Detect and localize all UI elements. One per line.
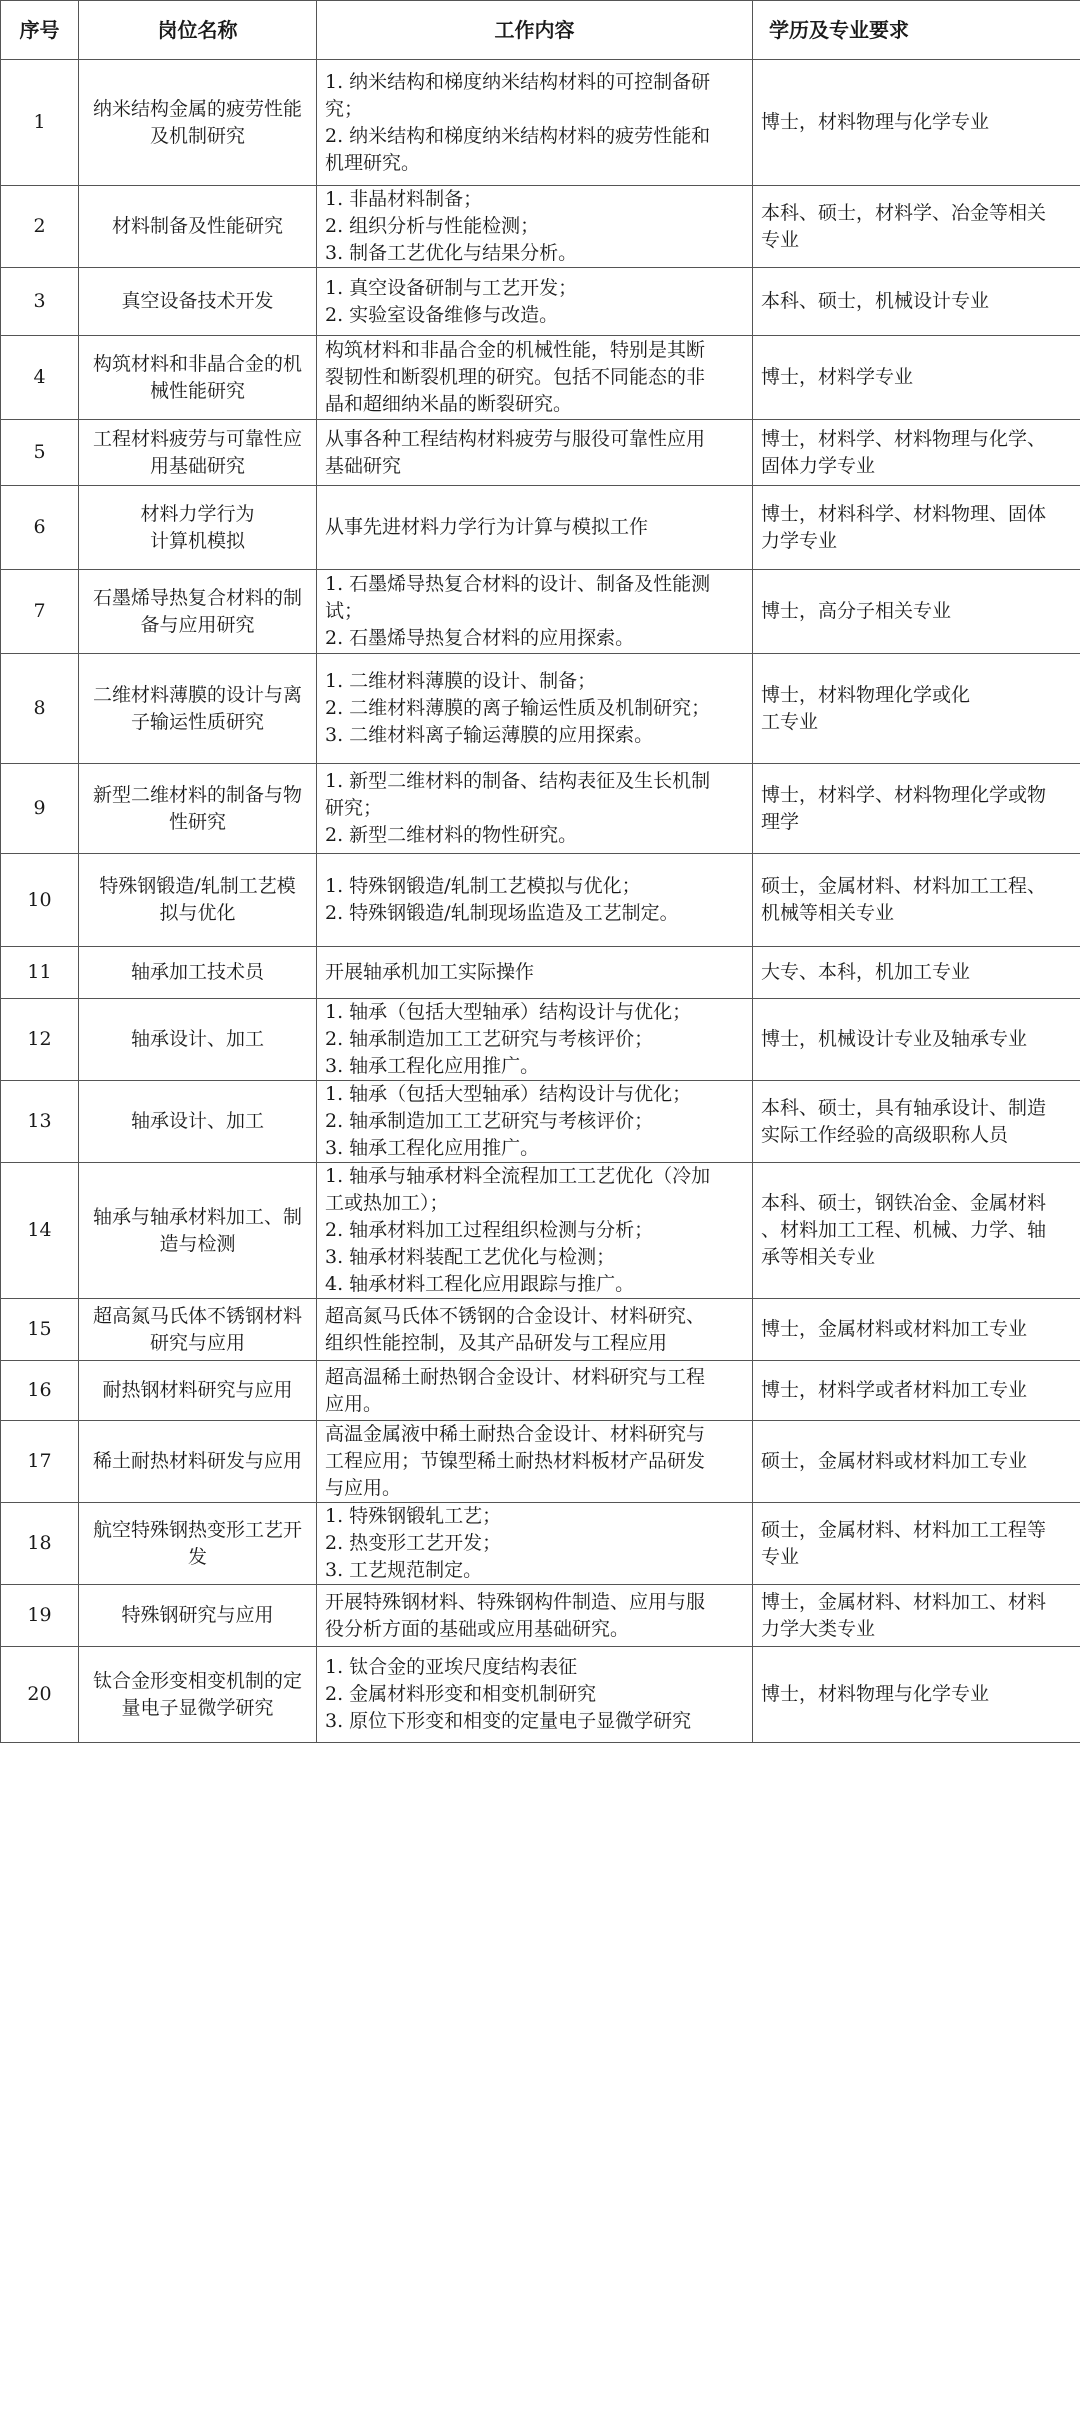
job-content-cell-line: 超高温稀土耐热钢合金设计、材料研究与工程 (325, 1365, 706, 1388)
position-name-cell (79, 1421, 317, 1503)
education-requirements-cell-line: 专业 (761, 228, 800, 251)
serial-number-cell (1, 1163, 79, 1299)
table-row (1, 1503, 1080, 1585)
serial-number-cell-line: 3 (33, 290, 46, 312)
job-content-cell-line: 裂韧性和断裂机理的研究。包括不同能态的非 (325, 366, 706, 388)
position-name-cell (79, 1163, 317, 1299)
position-name-cell-line: 二维材料薄膜的设计与离 (92, 683, 302, 706)
position-name-cell (79, 947, 317, 999)
position-name-cell (79, 336, 317, 420)
education-requirements-cell (753, 999, 1080, 1081)
table-row (1, 336, 1080, 420)
position-name-cell-line: 计算机模拟 (149, 529, 245, 552)
table-row (1, 1081, 1080, 1163)
serial-number-cell-line: 8 (33, 697, 46, 719)
table-row (1, 486, 1080, 570)
education-requirements-cell-line: 博士，材料学、材料物理化学或物 (761, 783, 1047, 806)
education-requirements-cell (753, 336, 1080, 420)
education-requirements-cell-line: 硕士，金属材料或材料加工专业 (761, 1450, 1028, 1472)
position-name-cell-line: 纳米结构金属的疲劳性能 (92, 97, 302, 120)
serial-number-cell-line: 13 (27, 1110, 52, 1132)
job-content-cell-line: 究； (325, 97, 364, 120)
job-content-cell-line: 组织性能控制，及其产品研发与工程应用 (325, 1331, 668, 1354)
education-requirements-cell-line: 本科、硕士，机械设计专业 (761, 290, 990, 312)
serial-number-cell-line: 5 (33, 441, 46, 463)
job-content-cell-line: 3. 轴承材料装配工艺优化与检测； (325, 1246, 616, 1268)
position-name-cell-line: 量电子显微学研究 (121, 1696, 274, 1719)
education-requirements-cell-line: 博士，金属材料或材料加工专业 (761, 1318, 1028, 1340)
table-row (1, 947, 1080, 999)
serial-number-cell (1, 1361, 79, 1421)
position-name-cell-line: 轴承与轴承材料加工、制 (92, 1205, 302, 1228)
job-content-cell-line: 3. 轴承工程化应用推广。 (325, 1055, 540, 1077)
job-content-cell-line: 1. 纳米结构和梯度纳米结构材料的可控制备研 (325, 70, 711, 93)
serial-number-cell-line: 4 (33, 366, 46, 388)
position-name-cell-line: 稀土耐热材料研发与应用 (92, 1450, 302, 1472)
job-content-cell-line: 构筑材料和非晶合金的机械性能，特别是其断 (325, 339, 706, 361)
job-content-cell-line: 2. 实验室设备维修与改造。 (325, 303, 559, 326)
education-requirements-cell-line: 博士，机械设计专业及轴承专业 (761, 1028, 1028, 1050)
job-content-cell (317, 486, 753, 570)
job-content-cell-line: 2. 轴承制造加工工艺研究与考核评价； (325, 1028, 654, 1050)
education-requirements-cell-line: 本科、硕士，钢铁冶金、金属材料 (761, 1192, 1047, 1214)
education-requirements-cell-line: 博士，材料学或者材料加工专业 (761, 1379, 1028, 1401)
serial-number-cell-line: 12 (27, 1028, 52, 1050)
position-name-cell-line: 械性能研究 (149, 379, 245, 402)
job-content-cell-line: 4. 轴承材料工程化应用跟踪与推广。 (325, 1273, 635, 1295)
position-name-cell-line: 轴承设计、加工 (130, 1110, 264, 1132)
job-content-cell-line: 1. 轴承与轴承材料全流程加工工艺优化（冷加 (325, 1165, 711, 1187)
education-requirements-cell (753, 1503, 1080, 1585)
education-requirements-cell-line: 博士，高分子相关专业 (761, 600, 952, 622)
job-content-cell-line: 役分析方面的基础或应用基础研究。 (325, 1617, 630, 1640)
job-content-cell-line: 工程应用；节镍型稀土耐热材料板材产品研发 (325, 1450, 706, 1472)
education-requirements-cell (753, 854, 1080, 947)
position-name-cell-line: 发 (187, 1545, 207, 1568)
table-row (1, 1361, 1080, 1421)
education-requirements-cell-line: 博士，材料学专业 (761, 366, 914, 388)
education-requirements-cell-line: 理学 (761, 810, 800, 833)
serial-number-cell (1, 570, 79, 654)
education-requirements-cell-line: 固体力学专业 (761, 454, 876, 477)
table-row (1, 1163, 1080, 1299)
position-name-cell (79, 999, 317, 1081)
job-content-cell (317, 420, 753, 486)
job-content-cell (317, 1421, 753, 1503)
position-name-cell (79, 654, 317, 764)
table-row (1, 570, 1080, 654)
education-requirements-cell-line: 机械等相关专业 (761, 902, 895, 924)
education-requirements-cell-line: 工专业 (761, 710, 819, 733)
serial-number-cell (1, 420, 79, 486)
position-name-cell-line: 轴承设计、加工 (130, 1028, 264, 1050)
education-requirements-cell (753, 1361, 1080, 1421)
education-requirements-cell-line: 力学大类专业 (761, 1617, 876, 1640)
position-name-cell-line: 拟与优化 (159, 902, 236, 924)
position-name-cell (79, 764, 317, 854)
serial-number-cell-line: 1 (33, 111, 46, 133)
serial-number-cell-line: 11 (27, 961, 52, 983)
position-name-cell (79, 1647, 317, 1743)
job-content-cell-line: 2. 特殊钢锻造/轧制现场监造及工艺制定。 (325, 902, 679, 924)
table-row (1, 764, 1080, 854)
position-name-cell (79, 1299, 317, 1361)
position-name-cell-line: 特殊钢研究与应用 (121, 1604, 274, 1626)
position-name-cell-line: 真空设备技术开发 (121, 290, 274, 312)
table-row (1, 60, 1080, 186)
serial-number-cell-line: 18 (27, 1532, 52, 1554)
job-content-cell-line: 1. 二维材料薄膜的设计、制备； (325, 670, 597, 692)
job-content-cell (317, 854, 753, 947)
position-name-cell-line: 工程材料疲劳与可靠性应 (92, 427, 302, 450)
job-content-cell-line: 超高氮马氏体不锈钢的合金设计、材料研究、 (325, 1304, 706, 1327)
serial-number-cell (1, 1299, 79, 1361)
serial-number-cell (1, 1503, 79, 1585)
job-content-cell (317, 1503, 753, 1585)
position-name-cell (79, 570, 317, 654)
serial-number-cell-line: 9 (33, 797, 46, 819)
serial-number-cell (1, 654, 79, 764)
serial-number-cell-line: 19 (27, 1604, 52, 1626)
header-education-requirements: 学历及专业要求 (753, 1, 1080, 60)
education-requirements-cell (753, 1585, 1080, 1647)
education-requirements-cell (753, 1081, 1080, 1163)
position-name-cell-line: 构筑材料和非晶合金的机 (92, 352, 302, 375)
serial-number-cell-line: 2 (33, 215, 46, 237)
table-row (1, 654, 1080, 764)
serial-number-cell (1, 268, 79, 336)
job-content-cell-line: 工或热加工）； (325, 1192, 449, 1214)
job-content-cell (317, 1585, 753, 1647)
header-job-content: 工作内容 (317, 1, 753, 60)
job-content-cell-line: 从事各种工程结构材料疲劳与服役可靠性应用 (325, 427, 706, 450)
serial-number-cell-line: 16 (27, 1379, 52, 1401)
education-requirements-cell-line: 博士，材料科学、材料物理、固体 (761, 502, 1047, 525)
table-row (1, 268, 1080, 336)
table-row (1, 1585, 1080, 1647)
position-name-cell-line: 特殊钢锻造/轧制工艺模 (99, 875, 296, 897)
education-requirements-cell-line: 博士，材料学、材料物理与化学、 (761, 427, 1047, 450)
job-content-cell-line: 3. 工艺规范制定。 (325, 1559, 483, 1581)
education-requirements-cell (753, 654, 1080, 764)
job-content-cell (317, 947, 753, 999)
position-name-cell-line: 超高氮马氏体不锈钢材料 (92, 1304, 302, 1327)
job-content-cell (317, 60, 753, 186)
job-content-cell-line: 3. 原位下形变和相变的定量电子显微学研究 (325, 1710, 692, 1732)
education-requirements-cell-line: 本科、硕士，材料学、冶金等相关 (761, 201, 1047, 224)
serial-number-cell-line: 6 (33, 516, 46, 538)
job-content-cell (317, 1361, 753, 1421)
job-content-cell (317, 654, 753, 764)
job-content-cell-line: 3. 轴承工程化应用推广。 (325, 1137, 540, 1159)
job-content-cell-line: 1. 新型二维材料的制备、结构表征及生长机制 (325, 770, 711, 792)
job-content-cell-line: 晶和超细纳米晶的断裂研究。 (325, 393, 573, 415)
job-content-cell-line: 2. 金属材料形变和相变机制研究 (325, 1683, 597, 1705)
serial-number-cell (1, 1421, 79, 1503)
serial-number-cell-line: 20 (27, 1683, 52, 1705)
education-requirements-cell (753, 486, 1080, 570)
position-name-cell (79, 1081, 317, 1163)
position-name-cell-line: 航空特殊钢热变形工艺开 (92, 1518, 302, 1541)
education-requirements-cell (753, 1647, 1080, 1743)
job-content-cell-line: 2. 二维材料薄膜的离子输运性质及机制研究； (325, 697, 711, 719)
serial-number-cell (1, 947, 79, 999)
position-name-cell (79, 268, 317, 336)
job-content-cell (317, 1163, 753, 1299)
job-content-cell-line: 2. 石墨烯导热复合材料的应用探索。 (325, 627, 635, 649)
job-content-cell-line: 1. 特殊钢锻轧工艺； (325, 1505, 502, 1527)
education-requirements-cell-line: 专业 (761, 1545, 800, 1568)
education-requirements-cell-line: 博士，金属材料、材料加工、材料 (761, 1590, 1047, 1613)
table-row (1, 999, 1080, 1081)
position-name-cell (79, 60, 317, 186)
job-content-cell-line: 基础研究 (325, 454, 402, 477)
serial-number-cell (1, 854, 79, 947)
job-content-cell-line: 1. 真空设备研制与工艺开发； (325, 276, 578, 299)
serial-number-cell (1, 1647, 79, 1743)
position-name-cell (79, 1585, 317, 1647)
job-content-cell-line: 开展轴承机加工实际操作 (325, 961, 535, 983)
serial-number-cell-line: 7 (33, 600, 46, 622)
job-content-cell-line: 2. 组织分析与性能检测； (325, 215, 540, 237)
education-requirements-cell (753, 60, 1080, 186)
education-requirements-cell-line: 本科、硕士，具有轴承设计、制造 (761, 1096, 1047, 1119)
job-content-cell (317, 764, 753, 854)
position-name-cell-line: 轴承加工技术员 (130, 961, 264, 983)
serial-number-cell (1, 60, 79, 186)
position-name-cell-line: 造与检测 (159, 1232, 236, 1255)
job-content-cell-line: 2. 热变形工艺开发； (325, 1532, 502, 1554)
education-requirements-cell (753, 570, 1080, 654)
job-content-cell-line: 3. 二维材料离子输运薄膜的应用探索。 (325, 724, 654, 746)
serial-number-cell (1, 336, 79, 420)
job-content-cell (317, 1299, 753, 1361)
job-content-cell-line: 1. 轴承（包括大型轴承）结构设计与优化； (325, 1083, 692, 1105)
job-content-cell (317, 999, 753, 1081)
position-name-cell (79, 186, 317, 268)
job-content-cell-line: 1. 石墨烯导热复合材料的设计、制备及性能测 (325, 573, 711, 595)
job-content-cell-line: 1. 特殊钢锻造/轧制工艺模拟与优化； (325, 875, 641, 897)
job-content-cell-line: 与应用。 (325, 1477, 402, 1499)
education-requirements-cell (753, 420, 1080, 486)
education-requirements-cell (753, 947, 1080, 999)
job-content-cell-line: 从事先进材料力学行为计算与模拟工作 (325, 516, 649, 538)
job-content-cell-line: 应用。 (325, 1392, 383, 1415)
position-name-cell (79, 1361, 317, 1421)
serial-number-cell (1, 186, 79, 268)
position-name-cell-line: 石墨烯导热复合材料的制 (92, 586, 302, 609)
job-content-cell-line: 3. 制备工艺优化与结果分析。 (325, 242, 578, 264)
position-name-cell-line: 钛合金形变相变机制的定 (92, 1669, 302, 1692)
serial-number-cell-line: 10 (27, 888, 52, 911)
serial-number-cell (1, 999, 79, 1081)
table-row (1, 1299, 1080, 1361)
position-name-cell-line: 耐热钢材料研究与应用 (102, 1379, 293, 1401)
serial-number-cell (1, 1081, 79, 1163)
position-name-cell-line: 材料力学行为 (140, 502, 255, 525)
table-row (1, 186, 1080, 268)
job-content-cell (317, 336, 753, 420)
job-content-cell-line: 高温金属液中稀土耐热合金设计、材料研究与 (325, 1423, 706, 1445)
position-name-cell (79, 486, 317, 570)
position-name-cell-line: 性研究 (168, 810, 226, 833)
table-row (1, 854, 1080, 947)
education-requirements-cell (753, 186, 1080, 268)
job-content-cell-line: 1. 轴承（包括大型轴承）结构设计与优化； (325, 1001, 692, 1023)
job-content-cell-line: 2. 轴承材料加工过程组织检测与分析； (325, 1219, 654, 1241)
position-name-cell-line: 材料制备及性能研究 (111, 215, 283, 237)
education-requirements-cell (753, 764, 1080, 854)
job-content-cell-line: 试； (325, 600, 364, 622)
job-content-cell (317, 570, 753, 654)
position-name-cell-line: 及机制研究 (149, 124, 245, 147)
education-requirements-cell-line: 、材料加工工程、机械、力学、轴 (761, 1219, 1047, 1241)
position-name-cell-line: 研究与应用 (149, 1331, 245, 1354)
position-name-cell-line: 备与应用研究 (140, 613, 255, 636)
position-name-cell-line: 子输运性质研究 (130, 710, 264, 733)
job-content-cell (317, 186, 753, 268)
education-requirements-cell-line: 实际工作经验的高级职称人员 (761, 1123, 1009, 1146)
position-name-cell-line: 用基础研究 (149, 454, 245, 477)
education-requirements-cell-line: 大专、本科，机加工专业 (761, 961, 971, 983)
header-serial-number: 序号 (1, 1, 79, 60)
education-requirements-cell-line: 硕士，金属材料、材料加工工程等 (761, 1518, 1047, 1541)
table-row (1, 1421, 1080, 1503)
job-content-cell-line: 开展特殊钢材料、特殊钢构件制造、应用与服 (325, 1590, 706, 1613)
education-requirements-cell (753, 1299, 1080, 1361)
job-content-cell-line: 研究； (325, 797, 383, 819)
serial-number-cell-line: 15 (27, 1318, 52, 1340)
education-requirements-cell-line: 力学专业 (761, 529, 838, 552)
job-content-cell-line: 2. 新型二维材料的物性研究。 (325, 824, 578, 846)
serial-number-cell (1, 1585, 79, 1647)
education-requirements-cell-line: 硕士，金属材料、材料加工工程、 (761, 875, 1047, 897)
job-content-cell-line: 2. 轴承制造加工工艺研究与考核评价； (325, 1110, 654, 1132)
education-requirements-cell-line: 承等相关专业 (761, 1246, 876, 1268)
table-row (1, 1647, 1080, 1743)
serial-number-cell-line: 14 (27, 1219, 52, 1241)
education-requirements-cell-line: 博士，材料物理与化学专业 (761, 111, 990, 133)
header-position-name: 岗位名称 (79, 1, 317, 60)
education-requirements-cell (753, 1163, 1080, 1299)
job-content-cell-line: 机理研究。 (325, 151, 421, 174)
serial-number-cell-line: 17 (27, 1450, 52, 1472)
job-content-cell-line: 1. 钛合金的亚埃尺度结构表征 (325, 1656, 578, 1678)
job-content-cell (317, 1647, 753, 1743)
table-row (1, 420, 1080, 486)
job-content-cell-line: 1. 非晶材料制备； (325, 188, 483, 210)
job-content-cell-line: 2. 纳米结构和梯度纳米结构材料的疲劳性能和 (325, 124, 711, 147)
job-content-cell (317, 268, 753, 336)
position-name-cell (79, 854, 317, 947)
header-row (1, 1, 1080, 60)
position-name-cell (79, 420, 317, 486)
education-requirements-cell-line: 博士，材料物理与化学专业 (761, 1683, 990, 1705)
education-requirements-cell-line: 博士，材料物理化学或化 (761, 683, 971, 706)
serial-number-cell (1, 764, 79, 854)
job-content-cell (317, 1081, 753, 1163)
education-requirements-cell (753, 268, 1080, 336)
position-name-cell (79, 1503, 317, 1585)
education-requirements-cell (753, 1421, 1080, 1503)
serial-number-cell (1, 486, 79, 570)
position-name-cell-line: 新型二维材料的制备与物 (92, 783, 302, 806)
